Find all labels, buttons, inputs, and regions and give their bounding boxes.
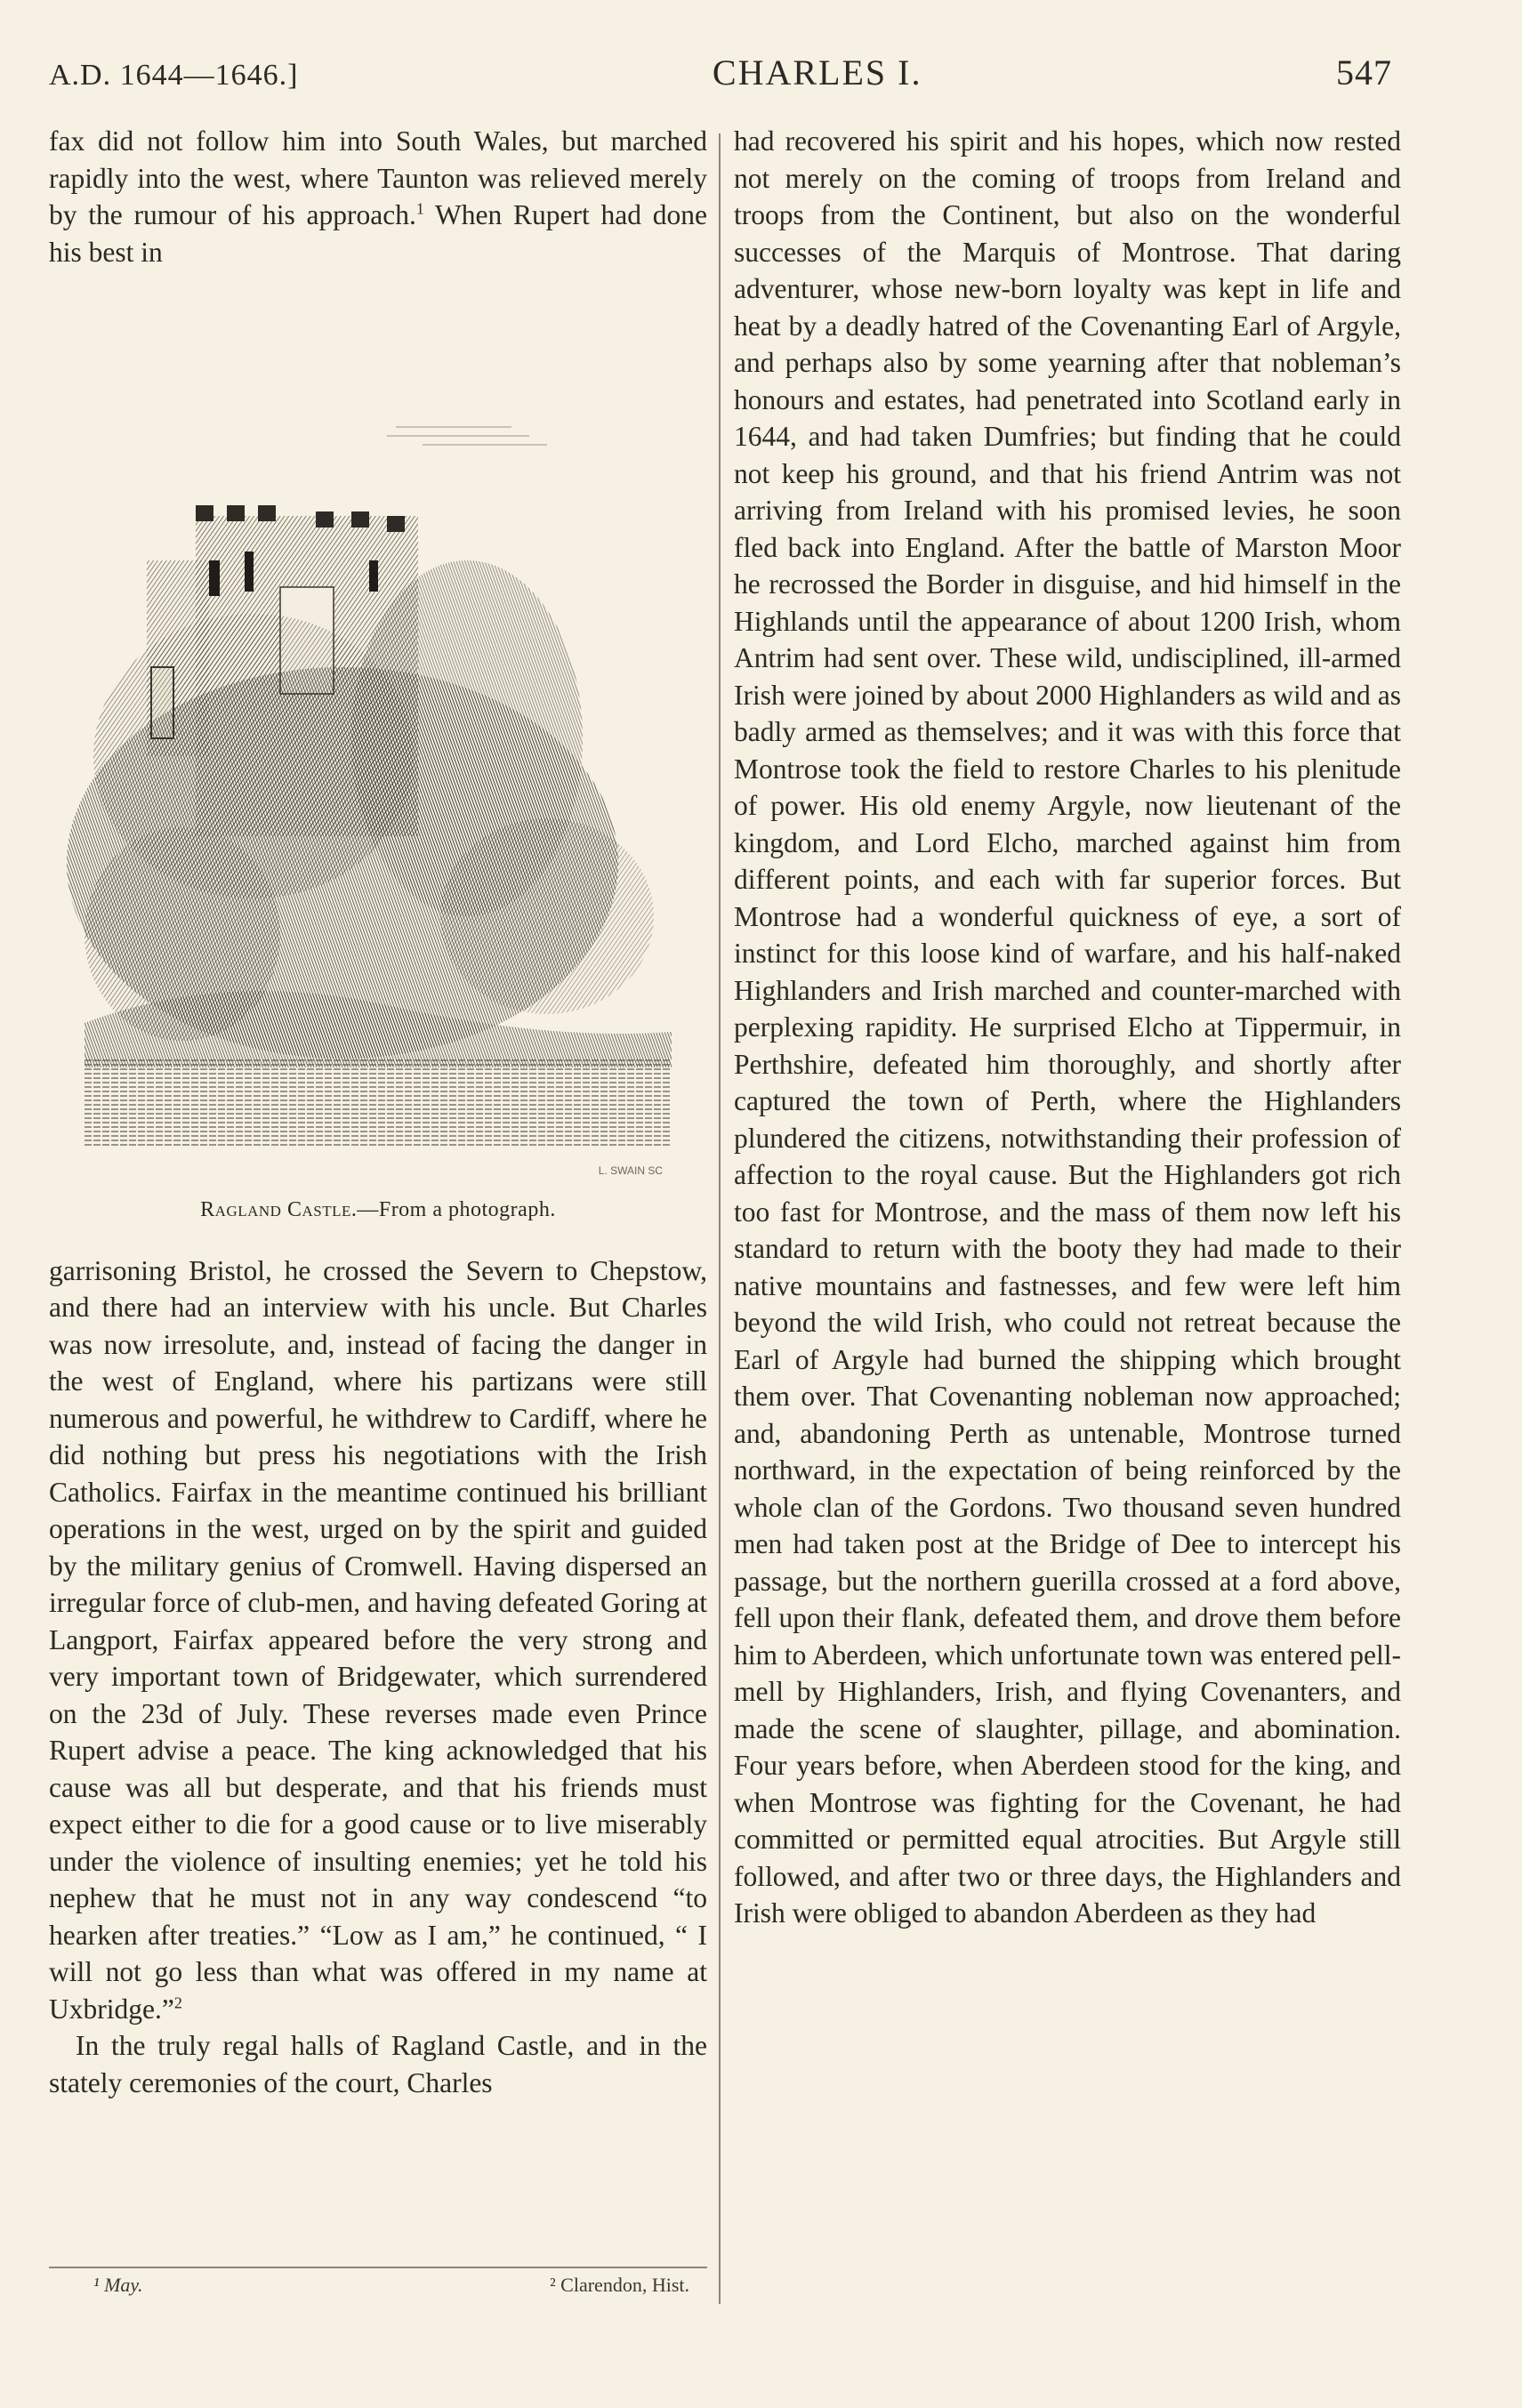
footnote-rule: [49, 2267, 707, 2268]
left-column: [49, 123, 707, 2258]
engraver-signature: L. SWAIN SC: [598, 1164, 663, 1177]
caption-title: Ragland Castle.: [200, 1198, 358, 1221]
footnote-ref-1: 1: [415, 199, 424, 218]
footnote-1: ¹ May.: [93, 2274, 143, 2296]
footnote-2: ² Clarendon, Hist.: [550, 2274, 689, 2296]
left-p2-text: garrisoning Bristol, he crossed the Severn to Chepstow, and there had an interview with his uncle. But Charles was now irresolute, and, instead of facing the danger in the west of England, where his partizans were still numerous and powerful, he withdrew to Cardiff, where he did nothing but press his negotiations with the Irish Catholics. Fairfax in the meantime continued his brilliant operations in the west, urged on by the spirit and guided by the military genius of Cromwell. Having dispersed an irregular force of club-men, and having defeated Goring at Langport, Fairfax appeared before the very strong and very important town of Bridgewater, which surrendered on the 23d of July. These reverses made even Prince Rupert advise a peace. The king acknowledged that his cause was all but desperate, and that his friends must expect either to die for a good cause or to live miserably under the violence of insulting enemies; yet he told his nephew that he must not in any way condescend “to hearken after treaties.” “Low as I am,” he continued, “ I will not go less than what was offered in my name at Uxbridge.”: [49, 1254, 707, 2025]
figure-caption: [49, 1192, 707, 1229]
castle-engraving-image: [49, 294, 707, 1183]
ragland-castle-illustration: [49, 294, 707, 1229]
footnotes: [49, 2274, 707, 2297]
left-p1-text: fax did not follow him into South Wales, but marched rapidly into the west, where Taunton was relieved merely by the rumour of his approach.: [49, 125, 707, 230]
header-dates: A.D. 1644—1646.]: [49, 59, 299, 92]
right-column: [734, 123, 1401, 1932]
caption-rest: —From a photograph.: [357, 1198, 556, 1221]
left-paragraph-1: [49, 123, 707, 270]
header-title: CHARLES I.: [712, 52, 922, 93]
left-paragraph-3: In the truly regal halls of Ragland Castle, and in the stately ceremonies of the court, Charles: [49, 2030, 707, 2098]
footnote-ref-2: 2: [173, 1993, 182, 2011]
left-p1-tail: When Rupert had done his best in: [49, 199, 707, 268]
page-number: 547: [1335, 52, 1392, 93]
column-divider: [719, 133, 721, 2304]
right-paragraph-1: had recovered his spirit and his hopes, which now rested not merely on the coming of troops from Ireland and troops from the Continent, but also on the wonderful successes of the Marquis of Montrose. That daring adventurer, whose new-born loyalty was kept in life and heat by a deadly hatred of the Covenanting Earl of Argyle, and perhaps also by some yearning after that nobleman’s honours and estates, had penetrated into Scotland early in 1644, and had taken Dumfries; but finding that he could not keep his ground, and that his friend Antrim was not arriving from Ireland with his promised levies, he soon fled back into England. After the battle of Marston Moor he recrossed the Border in disguise, and hid himself in the Highlands until the appearance of about 1200 Irish, whom Antrim had sent over. These wild, undisciplined, ill-armed Irish were joined by about 2000 Highlanders as wild and as badly armed as themselves; and it was with this force that Montrose took the field to restore Charles to his plenitude of power. His old enemy Argyle, now lieutenant of the kingdom, and Lord Elcho, marched against him from different points, and each with far superior forces. But Montrose had a wonderful quickness of eye, a sort of instinct for this loose kind of warfare, and his half-naked Highlanders and Irish marched and counter-marched with perplexing rapidity. He surprised Elcho at Tippermuir, in Perthshire, defeated him thoroughly, and shortly after captured the town of Perth, where the Highlanders plundered the citizens, notwithstanding their profession of affection to the royal cause. But the Highlanders got rich too fast for Montrose, and the mass of them now left his standard to return with the booty they had made to their native mountains and fastnesses, and few were left him beyond the wild Irish, who could not retreat because the Earl of Argyle had burned the shipping which brought them over. That Covenanting nobleman now approached; and, abandoning Perth as untenable, Montrose turned northward, in the expectation of being reinforced by the whole clan of the Gordons. Two thousand seven hundred men had taken post at the Bridge of Dee to intercept his passage, but the northern guerilla crossed at a ford above, fell upon their flank, defeated them, and drove them before him to Aberdeen, which unfortunate town was entered pell-mell by Highlanders, Irish, and flying Covenanters, and made the scene of slaughter, pillage, and abomination. Four years before, when Aberdeen stood for the king, and when Montrose was fighting for the Covenant, he had committed or permitted equal atrocities. But Argyle still followed, and after two or three days, the Highlanders and Irish were obliged to abandon Aberdeen as they had: [734, 125, 1401, 1929]
running-header: [49, 52, 1392, 105]
left-paragraph-2: [49, 1252, 707, 2028]
